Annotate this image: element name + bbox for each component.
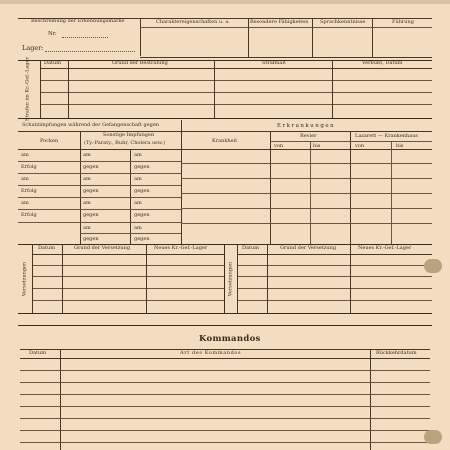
vers-row-line bbox=[32, 300, 224, 301]
erkr-bis-label: bis bbox=[313, 143, 321, 149]
vers-divider bbox=[350, 244, 351, 313]
strafen-divider bbox=[332, 60, 333, 118]
impf-title: Schutzimpfungen während der Gefangenschaft gegen bbox=[22, 122, 160, 128]
vers-center-divider bbox=[224, 244, 225, 313]
impf-cell: gegen bbox=[83, 164, 99, 170]
header-nr-label: Nr. bbox=[48, 31, 57, 37]
strafen-head-datum: Datum bbox=[44, 60, 61, 66]
vers-side-label-left: Versetzungen bbox=[21, 261, 28, 297]
kommandos-row-line bbox=[20, 442, 430, 443]
impf-cell: gegen bbox=[134, 164, 150, 170]
nr-dotted-line bbox=[62, 37, 108, 38]
header-label-line bbox=[140, 27, 432, 28]
kommandos-head-rueckkehr: Rückkehrdatum bbox=[376, 350, 417, 356]
impf-cell: am bbox=[21, 200, 29, 206]
impf-sonstige-label: Sonstige Impfungen bbox=[103, 132, 155, 138]
vers-head-lager: Neues Kr.-Gef.-Lager bbox=[154, 245, 208, 251]
strafen-row-line bbox=[40, 80, 432, 81]
vers-head-lager-right: Neues Kr.-Gef.-Lager bbox=[358, 245, 412, 251]
erkr-lazarett-label: Lazarett — Krankenhaus bbox=[355, 133, 418, 139]
strafen-header-line bbox=[40, 68, 432, 69]
kommandos-row-line bbox=[20, 418, 430, 419]
vers-left-header-line bbox=[32, 254, 224, 255]
impf-cell: gegen bbox=[83, 188, 99, 194]
strafen-divider bbox=[68, 60, 69, 118]
impf-cell: am bbox=[83, 200, 91, 206]
erkr-revier-label: Revier bbox=[300, 133, 317, 139]
impf-cell: gegen bbox=[134, 236, 150, 242]
impf-erkr-divider bbox=[181, 120, 182, 244]
impf-cell: Erfolg bbox=[21, 164, 37, 170]
vers-head-datum-right: Datum bbox=[242, 245, 259, 251]
erkr-row-line bbox=[181, 223, 432, 224]
vers-row-line bbox=[32, 265, 224, 266]
erkr-von2-label: von bbox=[355, 143, 365, 149]
strafen-side-divider bbox=[40, 60, 41, 118]
header-divider-1 bbox=[140, 18, 141, 56]
kommandos-divider bbox=[370, 349, 371, 450]
lager-dotted-line bbox=[45, 51, 135, 52]
strafen-row-line bbox=[40, 104, 432, 105]
vers-side-label-right: Versetzungen bbox=[227, 261, 234, 297]
impf-cell: am bbox=[83, 176, 91, 182]
header-col-faehigkeiten: Besondere Fähigkeiten bbox=[250, 19, 309, 25]
kommandos-row-line bbox=[20, 406, 430, 407]
impf-cell: gegen bbox=[134, 212, 150, 218]
header-col-erkennungsmarke: Beschreibung der Erkennungsmarke bbox=[31, 18, 125, 24]
header-divider-4 bbox=[372, 18, 373, 58]
punch-hole bbox=[424, 430, 442, 444]
header-col-fuehrung: Führung bbox=[392, 19, 414, 25]
strafen-bottom-line bbox=[18, 118, 432, 119]
impf-cell: am bbox=[83, 225, 91, 231]
impf-cell: Erfolg bbox=[21, 188, 37, 194]
strafen-divider bbox=[214, 60, 215, 118]
kommandos-top-line bbox=[18, 325, 432, 326]
erkr-bis2-label: bis bbox=[396, 143, 404, 149]
erkr-row-line bbox=[181, 208, 432, 209]
vers-row-line bbox=[32, 288, 224, 289]
header-bottom-line bbox=[140, 57, 432, 58]
strafen-row-line bbox=[40, 92, 432, 93]
impf-cell: gegen bbox=[83, 236, 99, 242]
header-lager-label: Lager: bbox=[22, 44, 44, 52]
impf-row-line bbox=[80, 233, 181, 234]
kommandos-row-line bbox=[20, 370, 430, 371]
vers-divider bbox=[62, 244, 63, 313]
erkr-vonbis-line bbox=[270, 141, 432, 142]
vers-head-grund: Grund der Versetzung bbox=[74, 245, 131, 251]
impf-cell: am bbox=[134, 176, 142, 182]
punch-hole bbox=[424, 259, 442, 273]
impf-sonstige-sub: (Ty.-Paraty., Ruhr, Cholera usw.) bbox=[84, 140, 165, 146]
vers-head-grund-right: Grund der Versetzung bbox=[280, 245, 337, 251]
strafen-head-strafmass: Strafmaß bbox=[262, 60, 286, 66]
kommandos-divider bbox=[60, 349, 61, 450]
erkr-krankheit-label: Krankheit bbox=[212, 138, 238, 144]
impf-pocken-label: Pocken bbox=[40, 138, 59, 144]
impf-row-line bbox=[18, 222, 181, 223]
impf-cell: am bbox=[134, 225, 142, 231]
erkr-divider bbox=[350, 131, 351, 244]
vers-side-divider-right bbox=[237, 244, 238, 313]
strafen-side-label: Strafen im Kr.-Gef.-Lager bbox=[24, 57, 31, 121]
kommandos-title: Kommandos bbox=[199, 334, 261, 344]
erkr-row-line bbox=[181, 163, 432, 164]
impf-cell: gegen bbox=[83, 212, 99, 218]
header-divider-2 bbox=[248, 18, 249, 58]
vers-divider bbox=[267, 244, 268, 313]
erkr-row-line bbox=[181, 193, 432, 194]
vers-row-line bbox=[32, 276, 224, 277]
erkr-divider bbox=[270, 131, 271, 244]
erkr-row-line bbox=[181, 178, 432, 179]
impf-cell: Erfolg bbox=[21, 212, 37, 218]
strafen-head-grund: Grund der Bestrafung bbox=[112, 60, 168, 66]
impf-cell: am bbox=[83, 152, 91, 158]
erkr-von-label: von bbox=[274, 143, 284, 149]
impf-cell: gegen bbox=[134, 188, 150, 194]
kommandos-header-bottom bbox=[20, 358, 430, 359]
vers-head-datum: Datum bbox=[38, 245, 55, 251]
impf-row-line bbox=[18, 197, 181, 198]
header-col-charakter: Charaktereigenschaften u. a. bbox=[156, 19, 230, 25]
vers-divider bbox=[146, 244, 147, 313]
impf-cell: am bbox=[21, 152, 29, 158]
erkr-title: Erkrankungen bbox=[277, 123, 336, 129]
kommandos-head-art: Art des Kommandos bbox=[180, 350, 242, 356]
kommandos-row-line bbox=[20, 430, 430, 431]
impf-cell: am bbox=[21, 176, 29, 182]
impf-cell: am bbox=[134, 200, 142, 206]
vers-side-divider bbox=[32, 244, 33, 313]
header-divider-3 bbox=[312, 18, 313, 58]
vers-bottom-line bbox=[18, 313, 432, 314]
impf-row-line bbox=[18, 173, 181, 174]
header-col-sprachen: Sprachkenntnisse bbox=[320, 19, 366, 25]
strafen-head-verbuesst: Verbüßt, Datum bbox=[362, 60, 403, 66]
kommandos-head-datum: Datum bbox=[29, 350, 46, 356]
impf-row-line bbox=[18, 185, 181, 186]
paper-edge bbox=[0, 0, 450, 4]
impf-cell: am bbox=[134, 152, 142, 158]
kommandos-row-line bbox=[20, 382, 430, 383]
kommandos-row-line bbox=[20, 394, 430, 395]
impf-row-line bbox=[18, 161, 181, 162]
impf-row-line bbox=[18, 209, 181, 210]
